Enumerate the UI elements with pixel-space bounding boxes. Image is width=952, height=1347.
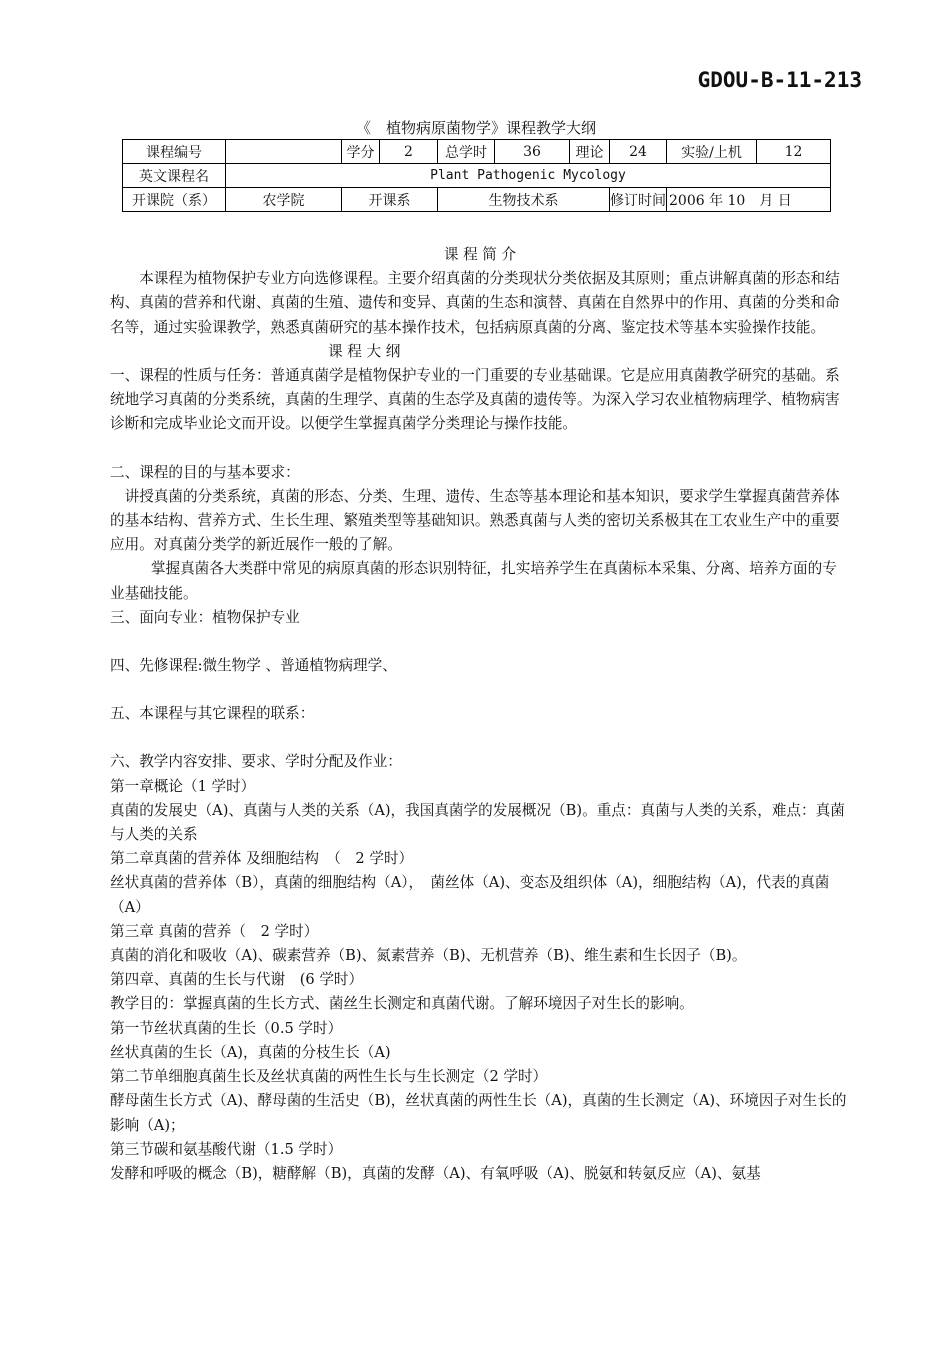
section-2-text: 酵母菌生长方式（A)、酵母菌的生活史（B)，丝状真菌的两性生长（A)，真菌的生长测定（A)、环境因子对生长的影响（A)； bbox=[110, 1092, 847, 1134]
section-2-title: 二、课程的目的与基本要求： bbox=[110, 463, 300, 481]
section-2-paragraph-2: 掌握真菌各大类群中常见的病原真菌的形态识别特征，扎实培养学生在真菌标本采集、分离、培养方面的专业基础技能。 bbox=[110, 560, 837, 602]
course-no-label: 课程编号 bbox=[123, 140, 226, 164]
theory-label: 理论 bbox=[570, 140, 610, 164]
theory-value: 24 bbox=[610, 140, 667, 164]
table-row bbox=[123, 140, 831, 164]
course-info-table bbox=[122, 139, 831, 212]
section-6-title: 六、教学内容安排、要求、学时分配及作业： bbox=[110, 753, 402, 771]
chapter-4-goal: 教学目的：掌握真菌的生长方式、菌丝生长测定和真菌代谢。了解环境因子对生长的影响。 bbox=[110, 995, 694, 1013]
document-body bbox=[110, 243, 850, 1186]
chapter-2-title: 第二章真菌的营养体 及细胞结构 （ 2 学时） bbox=[110, 850, 414, 868]
chapter-3-title: 第三章 真菌的营养（ 2 学时） bbox=[110, 922, 319, 940]
section-3-subtitle: 第三节碳和氨基酸代谢（1.5 学时） bbox=[110, 1140, 343, 1158]
dept-value: 农学院 bbox=[226, 188, 342, 212]
section-4: 四、先修课程:微生物学 、普通植物病理学、 bbox=[110, 657, 397, 675]
lab-value: 12 bbox=[757, 140, 831, 164]
table-row bbox=[123, 164, 831, 188]
section-2-subtitle: 第二节单细胞真菌生长及丝状真菌的两性生长与生长测定（2 学时） bbox=[110, 1068, 548, 1086]
document-code: GDOU-B-11-213 bbox=[697, 68, 862, 92]
outline-heading: 课 程 大 纲 bbox=[328, 342, 401, 360]
revised-value: 2006 年 10 月 日 bbox=[667, 188, 831, 212]
course-no-value bbox=[226, 140, 342, 164]
chapter-1-text: 真菌的发展史（A)、真菌与人类的关系（A)，我国真菌学的发展概况（B)。重点：真菌与人类的关系，难点：真菌与人类的关系 bbox=[110, 801, 845, 844]
english-name-label: 英文课程名 bbox=[123, 164, 226, 188]
section-3: 三、面向专业：植物保护专业 bbox=[110, 608, 300, 626]
office-value: 生物技术系 bbox=[438, 188, 610, 212]
section-1: 一、课程的性质与任务：普通真菌学是植物保护专业的一门重要的专业基础课。它是应用真菌教学研究的基础。系统地学习真菌的分类系统，真菌的生理学、真菌的生态学及真菌的遗传等。为深入学习农业植物病理学、植物病害诊断和完成毕业论文而开设。以便学生掌握真菌学分类理论与操作技能。 bbox=[110, 367, 840, 433]
total-hours-value: 36 bbox=[495, 140, 570, 164]
section-3-text: 发酵和呼吸的概念（B)，糖酵解（B)，真菌的发酵（A)、有氧呼吸（A)、脱氨和转氨反应（A)、氨基 bbox=[110, 1164, 761, 1182]
english-name-value: Plant Pathogenic Mycology bbox=[226, 164, 831, 188]
section-5: 五、本课程与其它课程的联系： bbox=[110, 705, 315, 723]
chapter-1-title: 第一章概论（1 学时） bbox=[110, 777, 256, 795]
total-hours-label: 总学时 bbox=[438, 140, 495, 164]
section-1-text: 丝状真菌的生长（A)，真菌的分枝生长（A) bbox=[110, 1043, 391, 1061]
intro-heading: 课 程 简 介 bbox=[443, 246, 517, 263]
revised-label: 修订时间 bbox=[610, 188, 667, 212]
chapter-4-title: 第四章、真菌的生长与代谢 (6 学时） bbox=[110, 971, 364, 989]
intro-paragraph: 本课程为植物保护专业方向选修课程。主要介绍真菌的分类现状分类依据及其原则；重点讲解真菌的形态和结构、真菌的营养和代谢、真菌的生殖、遗传和变异、真菌的生态和演替、真菌在自然界中的作用、真菌的分类和命名等，通过实验课教学，熟悉真菌研究的基本操作技术，包括病原真菌的分离、鉴定技术等基本实验操作技能。 bbox=[110, 270, 840, 336]
section-1-title: 第一节丝状真菌的生长（0.5 学时） bbox=[110, 1019, 343, 1037]
credit-value: 2 bbox=[380, 140, 438, 164]
chapter-2-text: 丝状真菌的营养体（B），真菌的细胞结构（A）， 菌丝体（A)、变态及组织体（A)，细胞结构（A)，代表的真菌（A） bbox=[110, 874, 830, 916]
document-title: 《 植物病原菌物学》课程教学大纲 bbox=[355, 119, 596, 137]
section-2-paragraph-1: 讲授真菌的分类系统，真菌的形态、分类、生理、遗传、生态等基本理论和基本知识，要求学生掌握真菌营养体的基本结构、营养方式、生长生理、繁殖类型等基础知识。熟悉真菌与人类的密切关系极其在工农业生产中的重要应用。对真菌分类学的新近展作一般的了解。 bbox=[110, 487, 840, 554]
chapter-3-text: 真菌的消化和吸收（A)、碳素营养（B)、氮素营养（B)、无机营养（B)、维生素和生长因子（B)。 bbox=[110, 947, 747, 965]
lab-label: 实验/上机 bbox=[667, 140, 757, 164]
credit-label: 学分 bbox=[342, 140, 380, 164]
dept-label: 开课院（系） bbox=[123, 188, 226, 212]
office-label: 开课系 bbox=[342, 188, 438, 212]
table-row bbox=[123, 188, 831, 212]
